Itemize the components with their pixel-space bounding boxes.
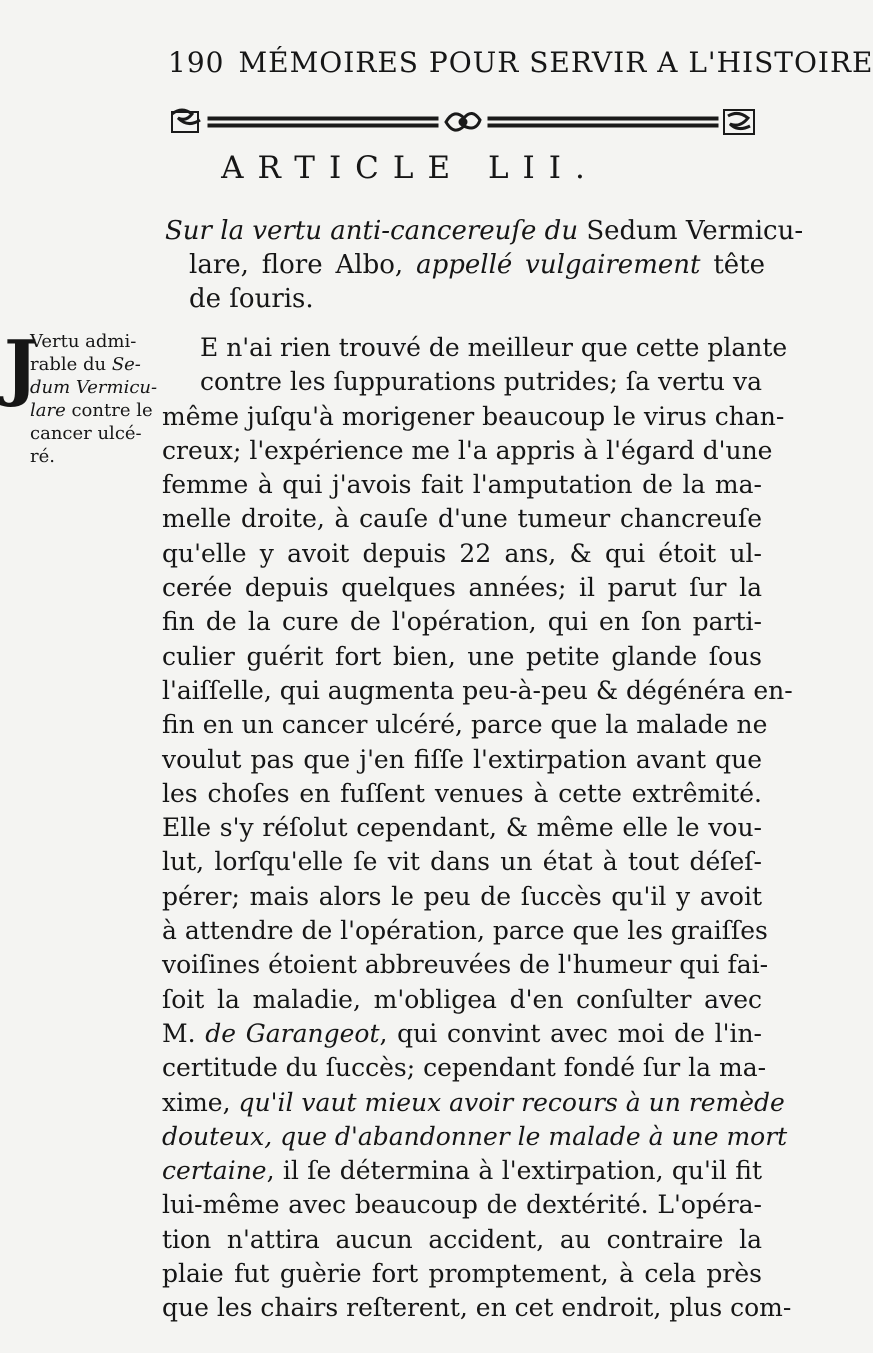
text-segment: , qui convint avec moi de l'in- (379, 1018, 762, 1048)
text-segment: contre les ſuppurations putrides; ſa vertu va (200, 367, 762, 397)
text-segment: qu'il vaut mieux avoir recours à un remède (238, 1087, 785, 1117)
drop-cap: J (4, 324, 39, 409)
margin-note-line (30, 376, 160, 399)
text-segment: Elle s'y réſolut cependant, & même elle le vou- (162, 813, 762, 843)
subtitle-segment: appellé vulgairement (416, 250, 714, 280)
margin-note (30, 330, 160, 468)
margin-note-line (30, 353, 160, 376)
body-line (162, 1291, 792, 1325)
subtitle-segment: Sur la vertu anti-cancereuſe du (165, 216, 587, 246)
text-segment: fin en un cancer ulcéré, parce que la malade ne (162, 710, 768, 740)
body-line (162, 1120, 788, 1154)
body-line (162, 948, 769, 982)
body-line (162, 1017, 762, 1051)
running-title: MÉMOIRES POUR SERVIR A L'HISTOIRE (238, 46, 873, 79)
subtitle-segment: tête (713, 250, 766, 280)
text-segment: rable du (30, 354, 112, 375)
text-segment: voulut pas que j'en fiſſe l'extirpation avant que (162, 744, 762, 774)
subtitle-segment: de ſouris. (189, 284, 314, 314)
text-segment: , il ſe détermina à l'extirpation, qu'il fit (266, 1156, 762, 1186)
body-line (162, 811, 762, 845)
article-subtitle (165, 214, 804, 316)
margin-note-line (30, 330, 160, 353)
body-line (162, 1223, 762, 1257)
body-line (162, 674, 793, 708)
body-line (162, 1154, 762, 1188)
body-line (162, 845, 762, 879)
text-segment: culier guérit fort bien, une petite glande ſous (162, 641, 762, 671)
body-line (162, 400, 785, 434)
body-line (162, 1086, 785, 1120)
ornament-rule (168, 104, 758, 140)
body-line (162, 1188, 762, 1222)
text-segment: creux; l'expérience me l'a appris à l'égard d'une (162, 435, 773, 465)
text-segment: même juſqu'à morigener beaucoup le virus chan- (162, 401, 785, 431)
text-segment: voiſines étoient abbreuvées de l'humeur qui fai- (162, 950, 769, 980)
text-segment: melle droite, à cauſe d'une tumeur chancreuſe (162, 504, 762, 534)
subtitle-line (165, 282, 765, 316)
text-segment: ſoit la maladie, m'obligea d'en conſulter avec (162, 984, 762, 1014)
body-line (162, 1051, 767, 1085)
text-segment: lut, lorſqu'elle ſe vit dans un état à tout déſeſ- (162, 847, 762, 877)
text-segment: que les chairs reſterent, en cet endroit, plus com- (162, 1293, 792, 1323)
text-segment: lui-même avec beaucoup de dextérité. L'opéra- (162, 1190, 762, 1220)
text-segment: M. (162, 1018, 206, 1048)
body-line (162, 571, 762, 605)
text-segment: xime, (162, 1087, 239, 1117)
text-segment: Se- (111, 354, 141, 375)
text-segment: contre le (65, 400, 153, 421)
text-segment: à attendre de l'opération, parce que les graiſſes (162, 916, 768, 946)
text-segment: ré. (30, 446, 55, 467)
text-segment: pérer; mais alors le peu de ſuccès qu'il y avoit (162, 881, 762, 911)
text-segment: plaie fut guèrie fort promptement, à cela près (162, 1259, 762, 1289)
body-line (162, 983, 762, 1017)
page-number: 190 (168, 46, 225, 79)
subtitle-line (165, 248, 765, 282)
body-line (162, 880, 762, 914)
text-segment: l'aiſſelle, qui augmenta peu-à-peu & dégénéra en- (162, 675, 793, 705)
body-line (162, 434, 773, 468)
text-segment: de Garangeot (205, 1018, 380, 1048)
body-line (162, 777, 762, 811)
text-segment: femme à qui j'avois fait l'amputation de la ma- (162, 470, 762, 500)
subtitle-line (165, 214, 804, 248)
body-line (162, 640, 762, 674)
text-segment: douteux, que d'abandonner le malade à une mort (162, 1121, 788, 1151)
body-line (162, 605, 762, 639)
body-line (162, 468, 762, 502)
body-line (162, 708, 768, 742)
text-segment: cancer ulcé- (30, 423, 142, 444)
text-segment: lare (30, 400, 66, 421)
subtitle-segment: lare, flore Albo, (189, 250, 417, 280)
body-text (162, 331, 793, 1326)
body-line (162, 537, 762, 571)
margin-note-line (30, 422, 160, 445)
body-line (162, 1257, 762, 1291)
text-segment: E n'ai rien trouvé de meilleur que cette plante (200, 333, 788, 362)
body-line (162, 502, 762, 536)
body-line (162, 331, 788, 365)
margin-note-line (30, 399, 160, 422)
subtitle-segment: Sedum Vermicu- (586, 216, 804, 246)
text-segment: certaine (162, 1156, 267, 1186)
text-segment: certitude du ſuccès; cependant fondé ſur la ma- (162, 1053, 767, 1083)
body-line (162, 743, 762, 777)
running-head (168, 46, 873, 79)
text-segment: qu'elle y avoit depuis 22 ans, & qui étoit ul- (162, 538, 762, 568)
text-segment: cerée depuis quelques années; il parut ſur la (162, 573, 762, 603)
text-segment: tion n'attira aucun accident, au contraire la (162, 1224, 762, 1254)
body-line (162, 365, 762, 399)
article-title: ARTICLE LII. (221, 150, 599, 186)
text-segment: fin de la cure de l'opération, qui en ſon parti- (162, 607, 762, 637)
text-segment: Vertu admi- (30, 331, 137, 352)
margin-note-line (30, 445, 160, 468)
body-line (162, 914, 768, 948)
text-segment: dum Vermicu- (30, 377, 158, 398)
text-segment: les choſes en fuſſent venues à cette extrêmité. (162, 778, 762, 808)
